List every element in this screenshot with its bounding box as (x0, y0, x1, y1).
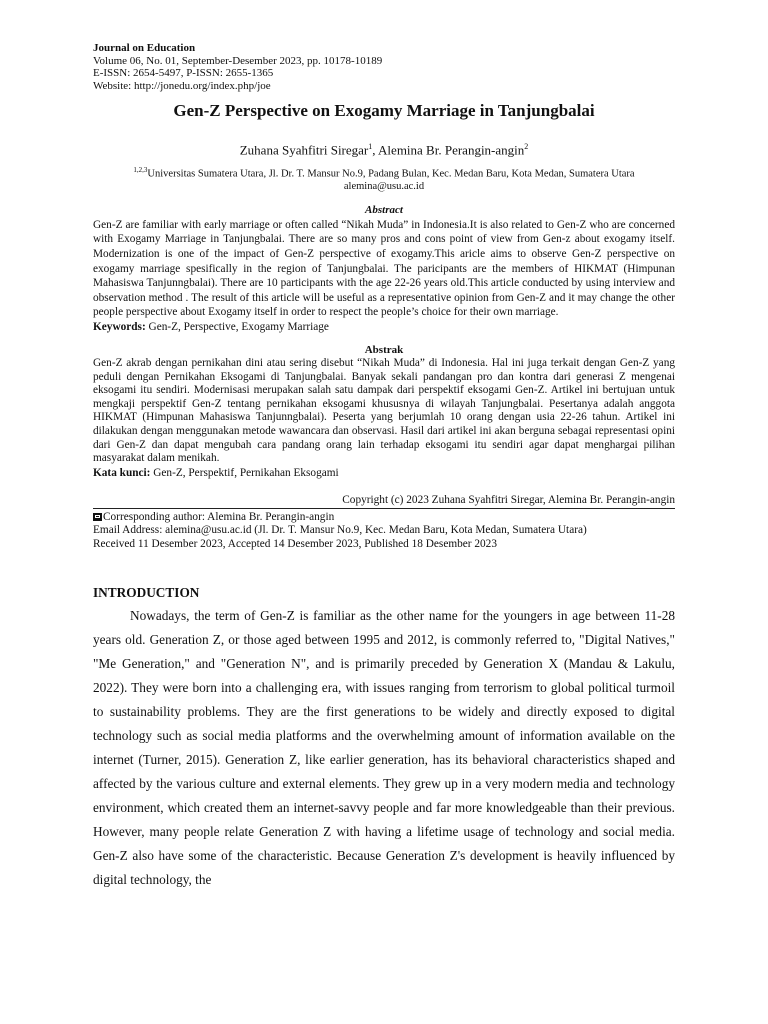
journal-website[interactable]: Website: http://jonedu.org/index.php/joe (93, 79, 271, 92)
kata-kunci (93, 466, 675, 480)
affiliation-mark: 1,2,3 (133, 166, 148, 175)
journal-issn: E-ISSN: 2654-5497, P-ISSN: 2655-1365 (93, 67, 274, 79)
copyright-notice: Copyright (c) 2023 Zuhana Syahfitri Siregar, Alemina Br. Perangin-angin (93, 494, 675, 509)
paper-page (93, 42, 675, 892)
kata-kunci-list: Gen-Z, Perspektif, Pernikahan Eksogami (150, 466, 339, 479)
abstrak-heading: Abstrak (364, 343, 404, 356)
affiliation (93, 164, 675, 193)
introduction-heading: INTRODUCTION (93, 584, 200, 600)
kata-kunci-label: Kata kunci: (93, 466, 151, 479)
author-list (93, 142, 675, 158)
correspondence-block (93, 511, 675, 551)
paper-title: Gen-Z Perspective on Exogamy Marriage in Tanjungbalai (173, 101, 595, 120)
abstrak-text: Gen-Z akrab dengan pernikahan dini atau sering disebut “Nikah Muda” di Indonesia. Hal ini juga terkait dengan Gen-Z yang peduli dengan Pernikahan Eksogami di Tanjungbalai. Banyak sekali pandangan pro dan kontra dari generasi Z mengenai eksogami itu sendiri. Modernisasi merupakan salah satu dampak dari perspektif eksogami Gen-Z. Artikel ini bertujuan untuk mengkaji perspektif Gen-Z tentang pernikahan eksogami khususnya di wilayah Tanjungbalai. Pesertanya adalah anggota HIKMAT (Himpunan Mahasiswa Tanjunngbalai). Peserta yang berjumlah 10 orang dengan usia 22-26 tahun. Artikel ini dilakukan dengan menggunakan metode wawancara dan observasi. Hasil dari artikel ini akan berguna sebagai representasi opini dari Gen-Z dan dapat mengubah cara pandang orang lain terhadap eksogami itu sendiri agar dapat menghargai pilihan masyarakat dalam menikah. (93, 356, 675, 465)
author-affiliation-mark: 1 (368, 142, 373, 151)
abstract-heading: Abstract (365, 203, 403, 216)
corresponding-author: Corresponding author: Alemina Br. Perangin-angin (103, 510, 335, 523)
author-affiliation-mark: 2 (524, 142, 529, 151)
journal-header (93, 42, 675, 92)
keywords (93, 320, 675, 334)
journal-name: Journal on Education (93, 42, 196, 54)
author-name: Zuhana Syahfitri Siregar (239, 142, 369, 158)
publication-dates: Received 11 Desember 2023, Accepted 14 Desember 2023, Published 18 Desember 2023 (93, 537, 497, 550)
introduction-paragraph: Nowadays, the term of Gen-Z is familiar as the other name for the youngers in age between 11-28 years old. Generation Z, or those aged between 1995 and 2012, is commonly referred to, "Digital Natives," "Me Generation," and "Generation N", and is primarily preceded by Generation X (Mandau & Lakulu, 2022). They were born into a challenging era, with issues ranging from terrorism to global political turmoil to sustainability problems. They are the first generations to be widely and directly exposed to digital technology such as social media platforms and the overwhelming amount of information available on the internet (Turner, 2015). Generation Z, like earlier generation, has its behavioral characteristics shaped and affected by the various culture and external elements. They grew up in a very modern media and technology environment, which created them an internet-savvy people and far more knowledgeable than their previous. However, many people relate Generation Z with having a lifetime usage of technology and social media. Gen-Z also have some of the characteristic. Because Generation Z's development is heavily influenced by digital technology, the (93, 607, 675, 887)
envelope-icon (93, 513, 102, 521)
author-name: Alemina Br. Perangin-angin (378, 142, 525, 158)
corresponding-email: Email Address: alemina@usu.ac.id (Jl. Dr. T. Mansur No.9, Kec. Medan Baru, Kota Medan, Sumatera Utara) (93, 524, 587, 537)
keywords-label: Keywords: (93, 320, 146, 333)
affiliation-address: Universitas Sumatera Utara, Jl. Dr. T. Mansur No.9, Padang Bulan, Kec. Medan Baru, Kota Medan, Sumatera Utara (147, 168, 635, 180)
abstract-text: Gen-Z are familiar with early marriage or often called “Nikah Muda” in Indonesia.It is also related to Gen-Z who are concerned with Exogamy Marriage in Tanjungbalai. There are so many pros and cons point of view from Gen-z about exogamy itself. Modernization is one of the impact of Gen-Z perspective of exogamy.This aricle aims to observe Gen-Z perspective on exogamy marriage spesifically in the region of Tanjungbalai. The paricipants are the members of HIKMAT (Himpunan Mahasiswa Tanjunngbalai). There are 10 participants with the age 22-26 years old.This article conducted by using interview and observation method . The result of this article will be useful as a representative opinion from Gen-Z and it may change the other people perspective about Exogamy itself in order to respect the people’s choice for their own marriage. (93, 218, 675, 319)
author-separator: , (372, 142, 379, 158)
journal-volume: Volume 06, No. 01, September-Desember 2023, pp. 10178-10189 (93, 54, 383, 67)
affiliation-email[interactable]: alemina@usu.ac.id (343, 180, 425, 192)
keywords-list: Gen-Z, Perspective, Exogamy Marriage (145, 320, 329, 333)
